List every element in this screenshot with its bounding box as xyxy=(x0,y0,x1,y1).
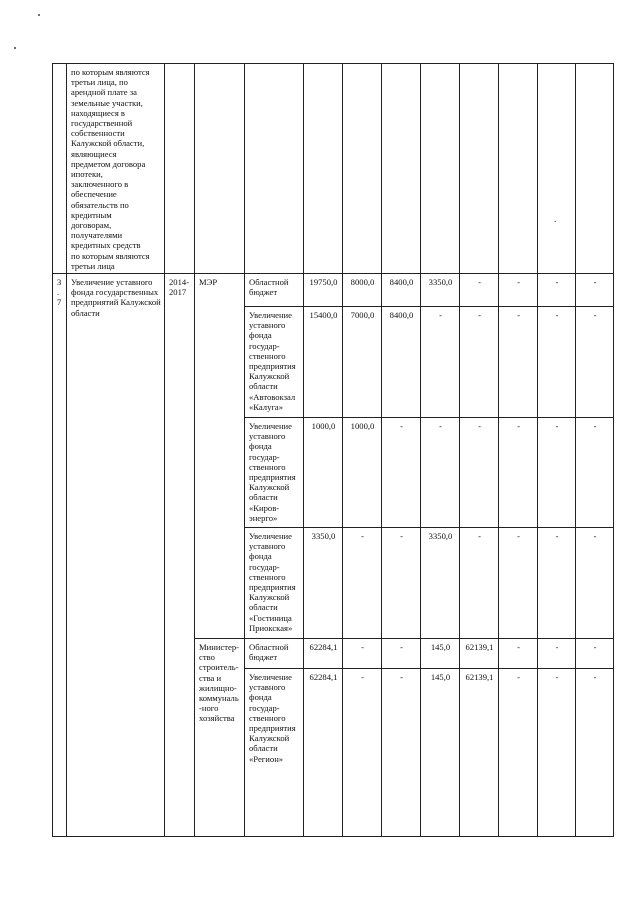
value-2014: - xyxy=(343,528,382,639)
value-2017: 62139,1 xyxy=(460,669,499,837)
value-total: 62284,1 xyxy=(304,639,343,669)
funding-source: Увеличение уставного фонда государ-ственного предприятия Калужской области «Автовокзал «Калуга» xyxy=(245,307,304,418)
value-2015: - xyxy=(382,418,421,528)
funding-source: Увеличение уставного фонда государ-ственного предприятия Калужской области «Регион» xyxy=(245,669,304,837)
item-description: Увеличение уставного фонда государственных предприятий Калужской области xyxy=(67,274,165,837)
table-row xyxy=(53,274,614,307)
item-period: 2014-2017 xyxy=(165,274,195,837)
value-2019: - xyxy=(538,669,576,837)
value-total: 15400,0 xyxy=(304,307,343,418)
value-2015: 8400,0 xyxy=(382,274,421,307)
executor: МЭР xyxy=(195,274,245,639)
value-total: 62284,1 xyxy=(304,669,343,837)
value-2016: 145,0 xyxy=(421,639,460,669)
funding-source: Областной бюджет xyxy=(245,639,304,669)
value-2019: - xyxy=(538,274,576,307)
value-2015: - xyxy=(382,639,421,669)
executor: Министер-ство строитель-ства и жилищно-коммуналь-ного хозяйства xyxy=(195,639,245,837)
value-2020: - xyxy=(576,669,614,837)
funding-source: Увеличение уставного фонда государ-ственного предприятия Калужской области «Киров-энерго» xyxy=(245,418,304,528)
budget-table xyxy=(52,63,614,837)
value-total: 1000,0 xyxy=(304,418,343,528)
value-2016: - xyxy=(421,418,460,528)
value-2017: 62139,1 xyxy=(460,639,499,669)
value-2017: - xyxy=(460,307,499,418)
value-2017: - xyxy=(460,274,499,307)
value-2016: 3350,0 xyxy=(421,274,460,307)
value-2019: - xyxy=(538,307,576,418)
value-2014: 1000,0 xyxy=(343,418,382,528)
value-2014: 7000,0 xyxy=(343,307,382,418)
value-2018: - xyxy=(499,639,538,669)
funding-source: Областной бюджет xyxy=(245,274,304,307)
value-2020: - xyxy=(576,307,614,418)
value-2015: - xyxy=(382,528,421,639)
scan-speck xyxy=(14,47,16,49)
value-2016: - xyxy=(421,307,460,418)
stray-mark: . xyxy=(554,214,557,224)
value-2019: - xyxy=(538,418,576,528)
funding-source: Увеличение уставного фонда государ-ственного предприятия Калужской области «Гостиница Приокская» xyxy=(245,528,304,639)
value-2014: - xyxy=(343,669,382,837)
value-2019: - xyxy=(538,639,576,669)
value-2018: - xyxy=(499,528,538,639)
value-total: 19750,0 xyxy=(304,274,343,307)
value-2020: - xyxy=(576,528,614,639)
value-2014: 8000,0 xyxy=(343,274,382,307)
value-2016: 3350,0 xyxy=(421,528,460,639)
value-2015: - xyxy=(382,669,421,837)
value-2018: - xyxy=(499,669,538,837)
scan-speck xyxy=(38,14,40,16)
continuation-text: по которым являются третьи лица, по арендной плате за земельные участки, находящиеся в государственной собственности Калужской области, являющиеся предметом договора ипотеки, заключенного в обеспечение обязательств по кредитным договорам, получателями кредитных средств по которым являются третьи лица xyxy=(67,64,165,274)
value-2018: - xyxy=(499,307,538,418)
value-2020: - xyxy=(576,274,614,307)
value-2018: - xyxy=(499,274,538,307)
value-2017: - xyxy=(460,418,499,528)
value-2020: - xyxy=(576,418,614,528)
value-total: 3350,0 xyxy=(304,528,343,639)
value-2020: - xyxy=(576,639,614,669)
value-2016: 145,0 xyxy=(421,669,460,837)
item-number: 3.7 xyxy=(53,274,67,837)
table-row-continuation xyxy=(53,64,614,274)
value-2017: - xyxy=(460,528,499,639)
value-2019: - xyxy=(538,528,576,639)
value-2014: - xyxy=(343,639,382,669)
value-2018: - xyxy=(499,418,538,528)
value-2015: 8400,0 xyxy=(382,307,421,418)
